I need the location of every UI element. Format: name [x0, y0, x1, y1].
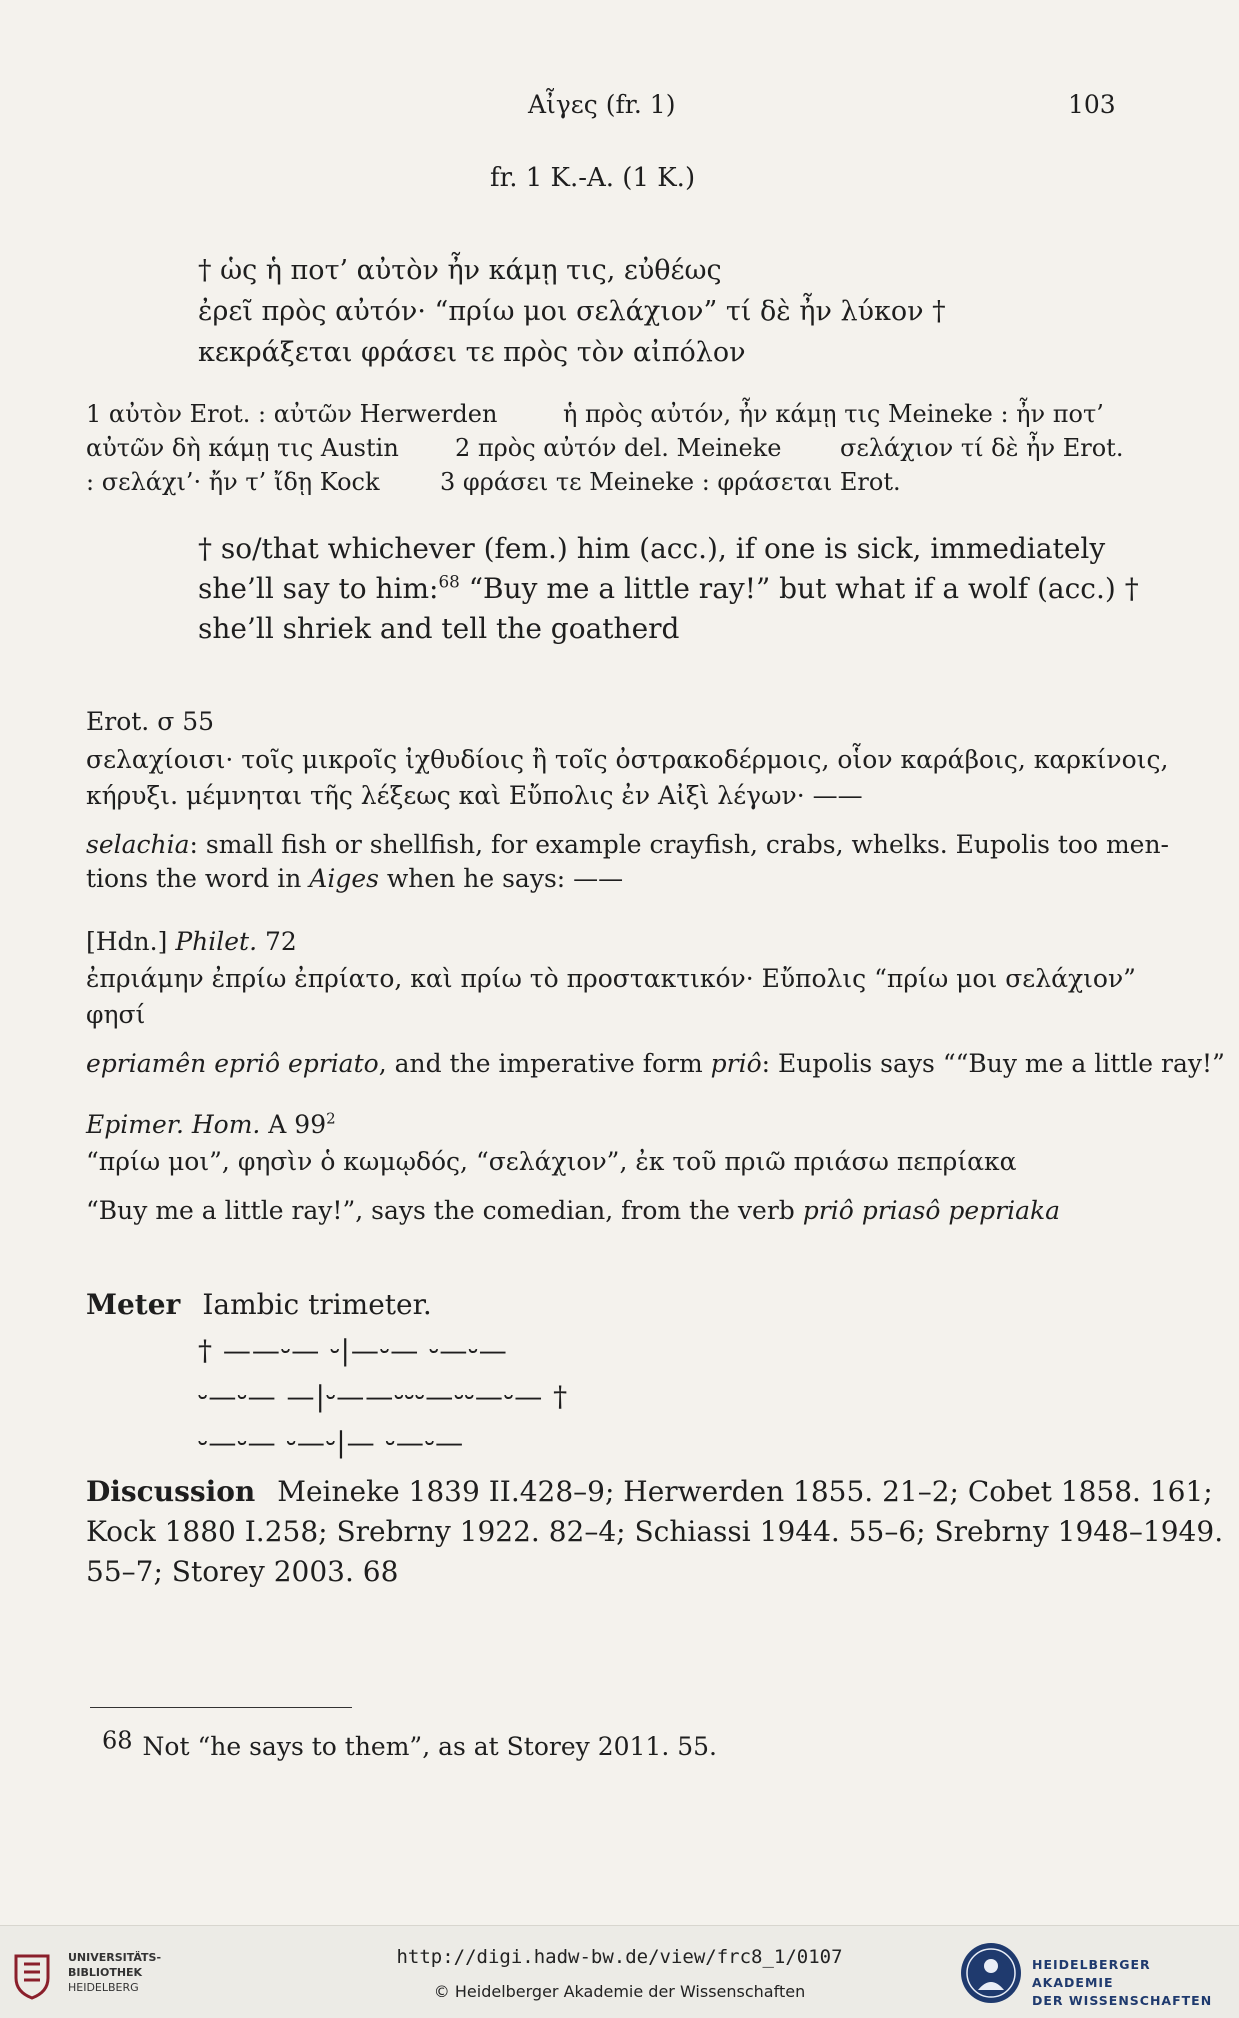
apparatus-entry: σελάχιον τί δὲ ἦν Erot.	[840, 434, 1124, 462]
testimonium-translation: tions the word in Aiges when he says: ——	[86, 864, 624, 893]
apparatus-entry: 2 πρὸς αὐτόν del. Meineke	[455, 434, 782, 462]
testimonium-source: [Hdn.] Philet. 72	[86, 927, 297, 956]
apparatus-entry: ἡ πρὸς αὐτόν, ἦν κάμῃ τις Meineke : ἦν ποτ’	[563, 400, 1104, 428]
greek-line-2: ἐρεῖ πρὸς αὐτόν· “πρίω μοι σελάχιον” τί δὲ ἦν λύκον †	[198, 296, 946, 327]
testimonium-greek: φησί	[86, 1000, 146, 1029]
university-library-logo[interactable]: UNIVERSITÄTS- BIBLIOTHEK HEIDELBERG	[12, 1948, 162, 2004]
academy-seal-icon	[958, 1940, 1024, 2006]
meter-scheme-line: ⏑—⏑— ⏑—⏑|— ⏑—⏑—	[198, 1426, 465, 1459]
meter-scheme-line: † ——⏑— ⏑|—⏑— ⏑—⏑—	[198, 1334, 508, 1367]
testimonium-greek: “πρίω μοι”, φησὶν ὁ κωμῳδός, “σελάχιον”, ἐκ τοῦ πριῶ πριάσω πεπρίακα	[86, 1147, 1017, 1176]
academy-logo[interactable]: HEIDELBERGER AKADEMIE DER WISSENSCHAFTEN	[958, 1938, 1228, 2008]
apparatus-entry: 1 αὐτὸν Erot. : αὐτῶν Herwerden	[86, 400, 498, 428]
greek-line-1: † ὡς ἡ ποτ’ αὐτὸν ἦν κάμῃ τις, εὐθέως	[198, 255, 722, 286]
testimonium-greek: σελαχίοισι· τοῖς μικροῖς ἰχθυδίοις ἢ τοῖς ὀστρακοδέρμοις, οἷον καράβοις, καρκίνοις,	[86, 745, 1169, 774]
greek-line-3: κεκράξεται φράσει τε πρὸς τὸν αἰπόλον	[198, 337, 746, 368]
running-title: Αἶγες (fr. 1)	[528, 90, 676, 119]
digitization-footer	[0, 1925, 1239, 2018]
testimonium-source: Erot. σ 55	[86, 707, 215, 736]
discussion-text: 55–7; Storey 2003. 68	[86, 1555, 399, 1588]
apparatus-entry: αὐτῶν δὴ κάμῃ τις Austin	[86, 434, 399, 462]
footnote-ref[interactable]: 68	[438, 571, 460, 592]
translation-line-2: she’ll say to him:$^{68}$ “Buy me a little ray!” but what if a wolf (acc.) †	[198, 571, 1139, 605]
testimonium-greek: κήρυξι. μέμνηται τῆς λέξεως καὶ Εὔπολις ἐν Αἰξὶ λέγων· ——	[86, 781, 863, 810]
copyright-text: © Heidelberger Akademie der Wissenschaften	[433, 1982, 806, 2001]
meter-scheme-line: ⏑—⏑— —|⏑——⏑⏑⏑—⏑⏑—⏑— †	[198, 1380, 569, 1413]
meter-heading: Meter Iambic trimeter.	[86, 1288, 432, 1321]
testimonium-translation: “Buy me a little ray!”, says the comedian, from the verb priô priasô pepriaka	[86, 1196, 1061, 1225]
discussion-heading: Discussion Meineke 1839 II.428–9; Herwerden 1855. 21–2; Cobet 1858. 161;	[86, 1475, 1213, 1508]
footnote: $^{68}$ Not “he says to them”, as at Storey 2011. 55.	[102, 1726, 717, 1761]
testimonium-translation: selachia: small fish or shellfish, for example crayfish, crabs, whelks. Eupolis too men-	[86, 830, 1169, 859]
apparatus-entry: : σελάχι’· ἤν τ’ ἴδῃ Kock	[86, 468, 380, 496]
testimonium-greek: ἐπριάμην ἐπρίω ἐπρίατο, καὶ πρίω τὸ προστακτικόν· Εὔπολις “πρίω μοι σελάχιον”	[86, 964, 1136, 993]
apparatus-entry: 3 φράσει τε Meineke : φράσεται Erot.	[440, 468, 901, 496]
fragment-title: fr. 1 K.-A. (1 K.)	[490, 163, 696, 193]
translation-line-3: she’ll shriek and tell the goatherd	[198, 612, 680, 645]
footnote-rule	[90, 1707, 352, 1708]
discussion-text: Kock 1880 I.258; Srebrny 1922. 82–4; Schiassi 1944. 55–6; Srebrny 1948–1949.	[86, 1515, 1224, 1548]
page-number: 103	[1068, 90, 1116, 119]
page-url[interactable]: http://digi.hadw-bw.de/view/frc8_1/0107	[396, 1946, 843, 1968]
testimonium-translation: epriamên epriô epriato, and the imperative form priô: Eupolis says ““Buy me a little ray!”	[86, 1049, 1225, 1078]
translation-line-1: † so/that whichever (fem.) him (acc.), if one is sick, immediately	[198, 532, 1106, 565]
testimonium-source: Epimer. Hom. A $99^2$	[86, 1109, 336, 1139]
